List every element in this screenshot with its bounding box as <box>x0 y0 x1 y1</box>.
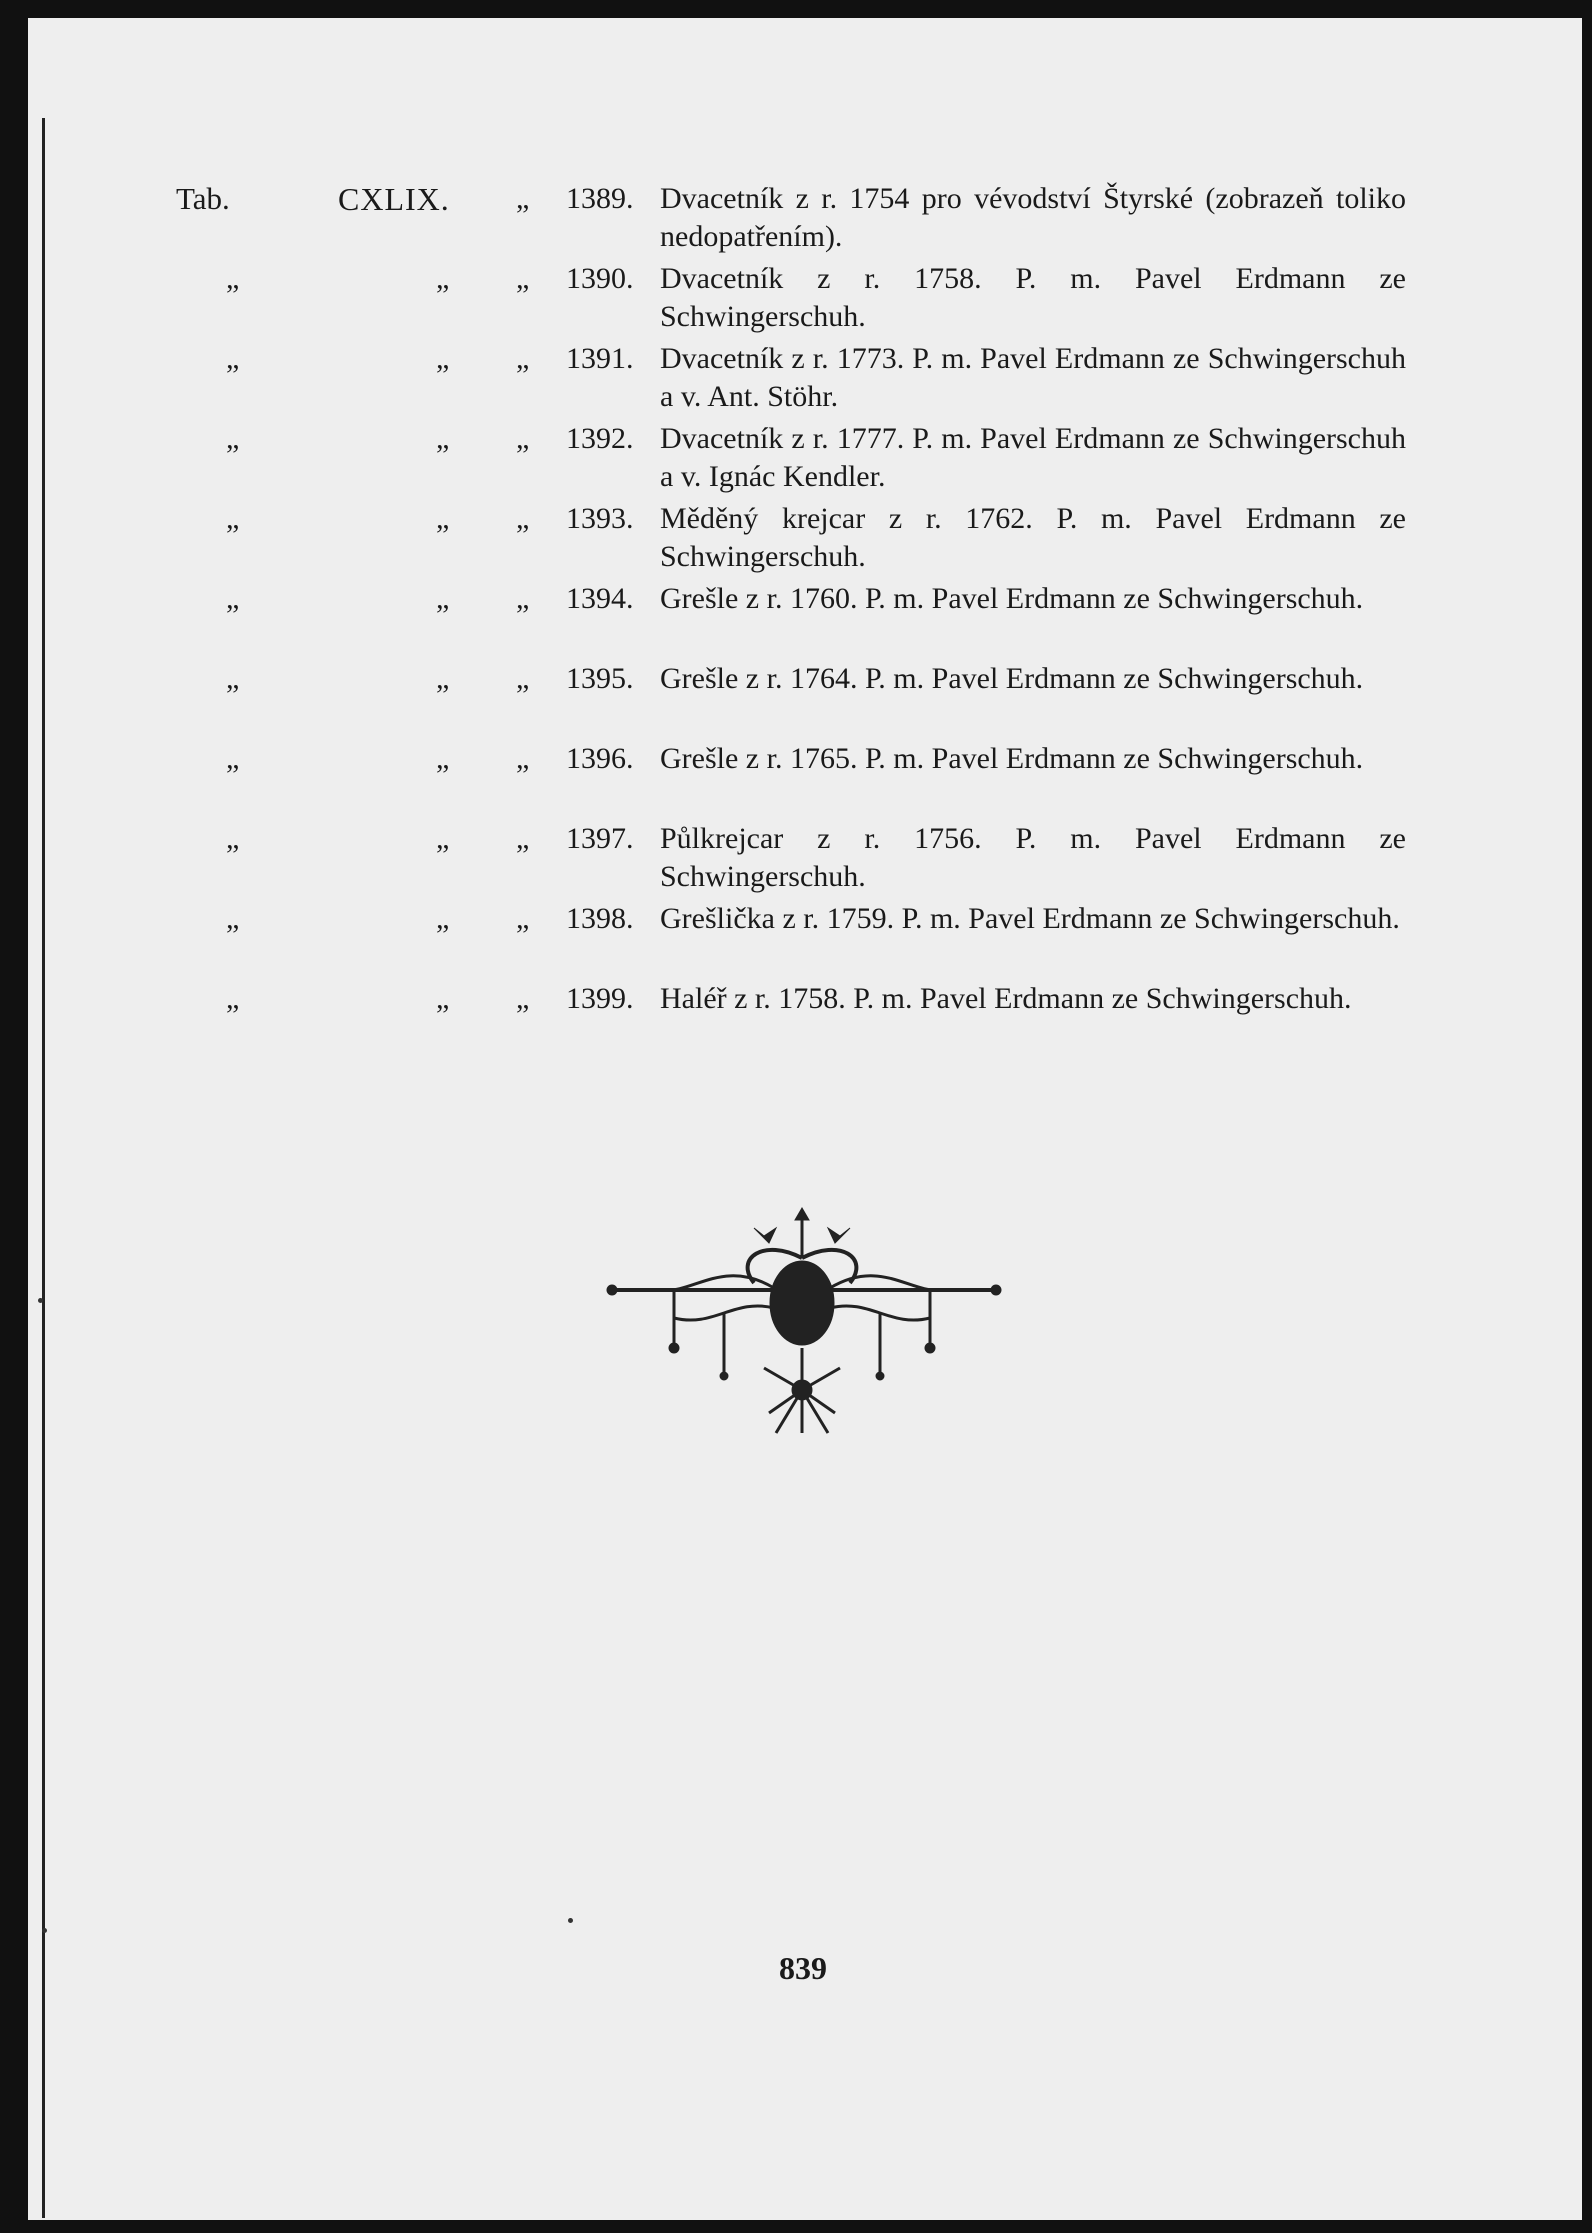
coin-catalogue <box>176 180 1406 1060</box>
catalogue-entry <box>176 260 1406 340</box>
decorative-ornament <box>604 1198 1004 1443</box>
entry-number: 1396. <box>566 742 634 775</box>
ditto-mark: „ <box>436 742 450 775</box>
ditto-mark: „ <box>226 502 240 535</box>
ditto-mark: „ <box>436 422 450 455</box>
ditto-mark: „ <box>516 902 530 935</box>
ditto-mark: „ <box>436 342 450 375</box>
catalogue-entry <box>176 980 1406 1060</box>
entry-description: Dvacetník z r. 1754 pro vévodství Štyrské (zobrazeň toliko nedopatřením). <box>660 182 1406 253</box>
ditto-mark: „ <box>516 982 530 1015</box>
ditto-mark: „ <box>436 502 450 535</box>
entry-number: 1391. <box>566 342 634 375</box>
ditto-mark: „ <box>436 902 450 935</box>
ditto-mark: „ <box>226 422 240 455</box>
ditto-mark: „ <box>436 582 450 615</box>
entry-number: 1397. <box>566 822 634 855</box>
entry-description: Haléř z r. 1758. P. m. Pavel Erdmann ze Schwingerschuh. <box>660 982 1352 1015</box>
catalogue-entry <box>176 340 1406 420</box>
entry-description: Půlkrejcar z r. 1756. P. m. Pavel Erdmann ze Schwingerschuh. <box>660 822 1406 893</box>
plate-number: CXLIX. <box>338 181 450 217</box>
catalogue-entry <box>176 900 1406 980</box>
ditto-mark: „ <box>516 182 530 215</box>
ditto-mark: „ <box>516 822 530 855</box>
ditto-mark: „ <box>226 982 240 1015</box>
ditto-mark: „ <box>436 982 450 1015</box>
page-edge-shadow <box>42 118 45 2218</box>
ditto-mark: „ <box>516 582 530 615</box>
entry-number: 1390. <box>566 262 634 295</box>
ditto-mark: „ <box>226 582 240 615</box>
entry-description: Grešle z r. 1765. P. m. Pavel Erdmann ze Schwingerschuh. <box>660 742 1364 775</box>
ditto-mark: „ <box>226 342 240 375</box>
ditto-mark: „ <box>516 342 530 375</box>
ditto-mark: „ <box>516 422 530 455</box>
ditto-mark: „ <box>226 822 240 855</box>
specks <box>38 1298 43 1303</box>
ditto-mark: „ <box>226 662 240 695</box>
tab-label: Tab. <box>176 181 230 216</box>
entry-number: 1392. <box>566 422 634 455</box>
catalogue-entry <box>176 180 1406 260</box>
entry-number: 1389. <box>566 182 634 215</box>
ditto-mark: „ <box>436 822 450 855</box>
catalogue-entry <box>176 580 1406 660</box>
entry-description: Grešle z r. 1760. P. m. Pavel Erdmann ze Schwingerschuh. <box>660 582 1364 615</box>
entry-number: 1395. <box>566 662 634 695</box>
entry-description: Dvacetník z r. 1773. P. m. Pavel Erdmann ze Schwingerschuh a v. Ant. Stöhr. <box>660 342 1406 413</box>
ditto-mark: „ <box>226 742 240 775</box>
specks <box>42 1928 47 1933</box>
specks <box>568 1918 573 1923</box>
book-page <box>28 18 1582 2220</box>
ditto-mark: „ <box>516 502 530 535</box>
entry-number: 1399. <box>566 982 634 1015</box>
catalogue-entry <box>176 740 1406 820</box>
ditto-mark: „ <box>516 662 530 695</box>
ditto-mark: „ <box>516 262 530 295</box>
ditto-mark: „ <box>226 902 240 935</box>
entry-number: 1394. <box>566 582 634 615</box>
ditto-mark: „ <box>226 262 240 295</box>
catalogue-entry <box>176 660 1406 740</box>
ditto-mark: „ <box>436 662 450 695</box>
page-number: 839 <box>779 1950 827 1986</box>
entry-number: 1398. <box>566 902 634 935</box>
entry-description: Grešlička z r. 1759. P. m. Pavel Erdmann ze Schwingerschuh. <box>660 902 1400 935</box>
entry-description: Měděný krejcar z r. 1762. P. m. Pavel Erdmann ze Schwingerschuh. <box>660 502 1406 573</box>
ditto-mark: „ <box>436 262 450 295</box>
catalogue-entry <box>176 500 1406 580</box>
ditto-mark: „ <box>516 742 530 775</box>
catalogue-entry <box>176 820 1406 900</box>
entry-number: 1393. <box>566 502 634 535</box>
entry-description: Grešle z r. 1764. P. m. Pavel Erdmann ze Schwingerschuh. <box>660 662 1364 695</box>
entry-description: Dvacetník z r. 1758. P. m. Pavel Erdmann ze Schwingerschuh. <box>660 262 1406 333</box>
entry-description: Dvacetník z r. 1777. P. m. Pavel Erdmann ze Schwingerschuh a v. Ignác Kendler. <box>660 422 1406 493</box>
catalogue-entry <box>176 420 1406 500</box>
